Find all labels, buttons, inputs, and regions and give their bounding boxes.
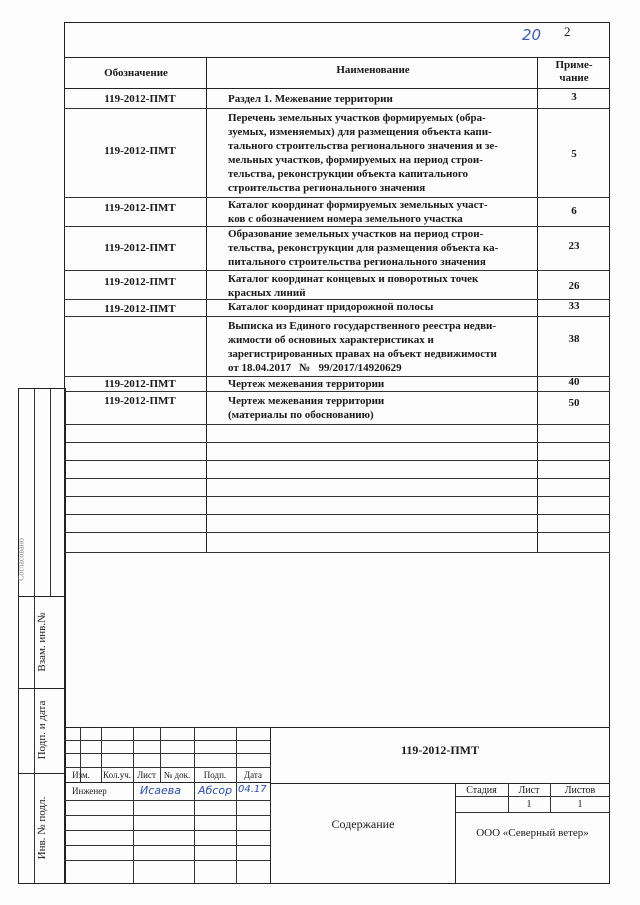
stamp-signature: Абсор <box>198 784 233 797</box>
row-9-name-l2: (материалы по обоснованию) <box>228 409 374 421</box>
row-3-page: 6 <box>571 205 577 217</box>
row-2-name-l3: тального строительства регионального значения и зе- <box>228 140 498 152</box>
row-5-name-l2: красных линий <box>228 287 306 299</box>
stamp-col-podp: Подп. <box>203 770 227 780</box>
row-2-name-l1: Перечень земельных участков формируемых (обра- <box>228 112 486 124</box>
side-label-podp: Подп. и дата <box>36 700 48 760</box>
row-7-page: 38 <box>568 333 580 345</box>
row-2-page: 5 <box>571 148 577 160</box>
col-header-name: Наименование <box>336 64 410 76</box>
stamp-col-izm: Изм. <box>72 770 90 780</box>
row-4-name-l1: Образование земельных участков на период строи- <box>228 228 484 240</box>
stamp-sheets-label: Листов <box>564 785 596 796</box>
stamp-sign-date: 04.17 <box>238 784 267 795</box>
stamp-role: Инженер <box>72 786 107 796</box>
stamp-col-ndok: № док. <box>163 770 191 780</box>
side-label-vzam: Взам. инв.№ <box>36 612 48 672</box>
row-7-name-l2: жимости об основных характеристиках и <box>228 334 434 346</box>
row-5-page: 26 <box>568 280 580 292</box>
handwritten-page-number: 20 <box>522 26 542 44</box>
stamp-col-koluch: Кол.уч. <box>103 770 131 780</box>
row-1-code: 119-2012-ПМТ <box>104 93 176 105</box>
row-9-code: 119-2012-ПМТ <box>104 395 176 407</box>
stamp-col-list: Лист <box>137 770 156 780</box>
stamp-title: Содержание <box>331 817 395 831</box>
stamp-sign-name: Исаева <box>140 784 182 797</box>
row-8-page: 40 <box>568 376 580 388</box>
row-6-page: 33 <box>568 300 580 312</box>
stamp-doc-code: 119-2012-ПМТ <box>401 743 479 757</box>
row-3-name-l1: Каталог координат формируемых земельных участ- <box>228 199 488 211</box>
col-header-designation: Обозначение <box>104 67 168 79</box>
row-3-name-l2: ков с обозначением номера земельного участка <box>228 213 463 225</box>
row-2-name-l6: строительства регионального значения <box>228 182 426 194</box>
row-6-code: 119-2012-ПМТ <box>104 303 176 315</box>
stamp-stage-label: Стадия <box>466 785 497 796</box>
stamp-org: ООО «Северный ветер» <box>476 827 589 839</box>
row-7-name-l1: Выписка из Единого государственного реестра недви- <box>228 320 497 332</box>
row-8-name: Чертеж межевания территории <box>228 378 385 390</box>
row-4-page: 23 <box>568 240 580 252</box>
stamp-col-data: Дата <box>244 770 262 780</box>
row-2-name-l2: зуемых, изменяемых) для размещения объекта капи- <box>228 126 492 138</box>
col-header-note-2: чание <box>559 72 589 84</box>
row-8-code: 119-2012-ПМТ <box>104 378 176 390</box>
row-2-code: 119-2012-ПМТ <box>104 145 176 157</box>
stamp-sheets: 1 <box>577 799 583 810</box>
stamp-sheet-label: Лист <box>518 785 540 796</box>
stamp-sheet: 1 <box>526 799 532 810</box>
row-4-name-l2: тельства, реконструкции для размещения объекта ка- <box>228 242 499 254</box>
row-7-name-l3: зарегистрированных правах на объект недвижимости <box>228 348 497 360</box>
row-2-name-l4: мельных участков, формируемых на период строи- <box>228 154 483 166</box>
row-3-code: 119-2012-ПМТ <box>104 202 176 214</box>
row-1-page: 3 <box>571 91 577 103</box>
row-4-code: 119-2012-ПМТ <box>104 242 176 254</box>
row-9-page: 50 <box>568 397 580 409</box>
side-label-sogl: Согласовано <box>16 538 26 581</box>
row-1-name: Раздел 1. Межевание территории <box>228 93 393 105</box>
row-6-name: Каталог координат придорожной полосы <box>228 301 434 313</box>
row-5-name-l1: Каталог координат концевых и поворотных точек <box>228 273 479 285</box>
row-4-name-l3: питального строительства регионального значения <box>228 256 486 268</box>
page-number: 2 <box>564 24 571 39</box>
row-9-name-l1: Чертеж межевания территории <box>228 395 385 407</box>
row-7-name-l4: от 18.04.2017 № 99/2017/14920629 <box>228 362 402 374</box>
row-5-code: 119-2012-ПМТ <box>104 276 176 288</box>
col-header-note-1: Приме- <box>555 59 593 71</box>
row-2-name-l5: тельства, реконструкции объекта капитального <box>228 168 469 180</box>
side-label-inv: Инв. № подл. <box>36 796 48 860</box>
